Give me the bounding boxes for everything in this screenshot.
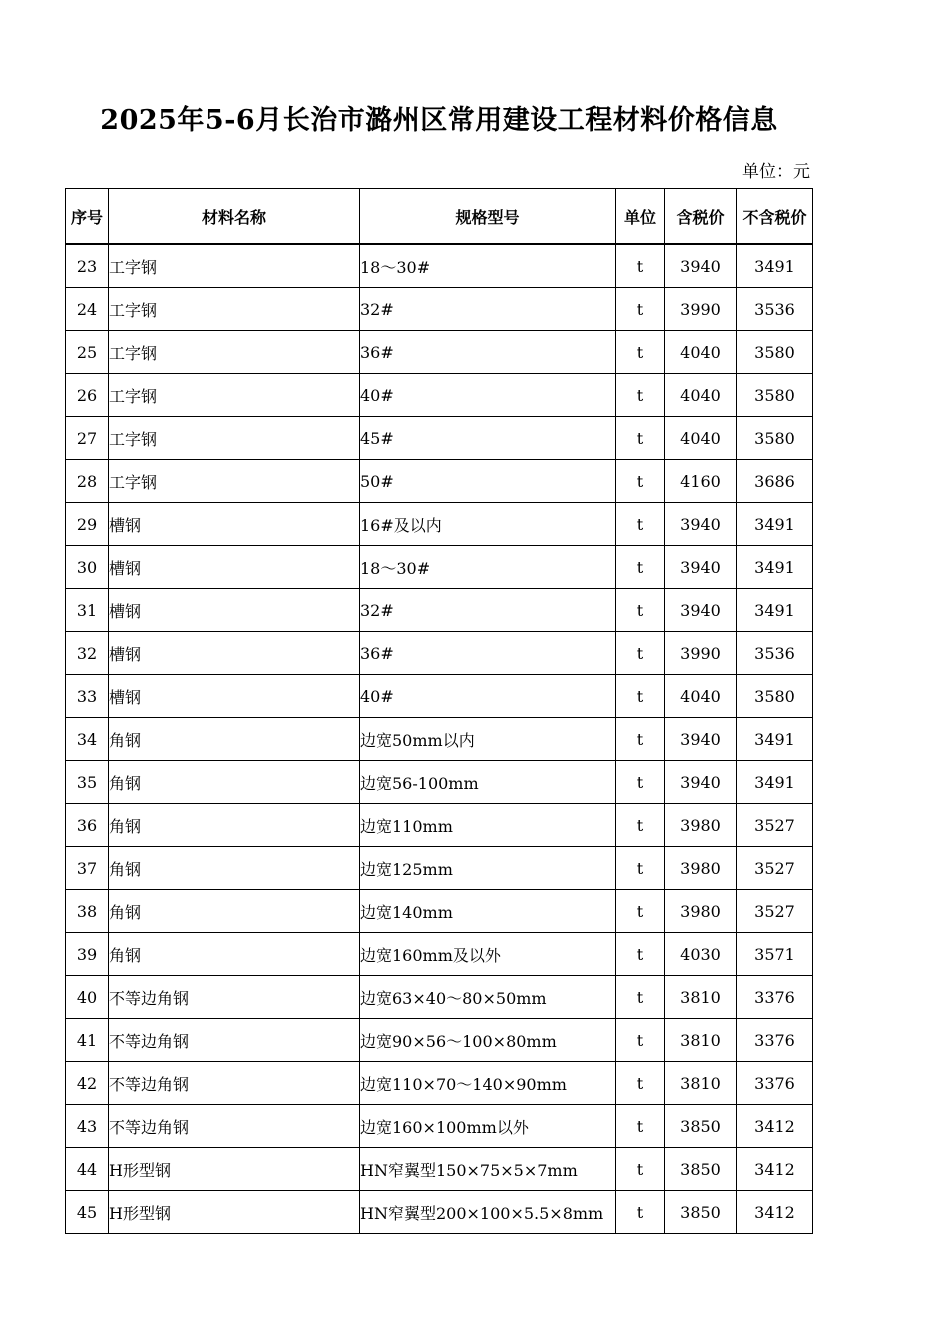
cell-seq: 44	[66, 1148, 109, 1191]
cell-unit: t	[616, 503, 665, 546]
header-price-tax: 含税价	[665, 189, 737, 245]
table-header-row	[66, 189, 813, 245]
cell-price-tax: 3940	[665, 761, 737, 804]
cell-spec: 50#	[360, 460, 616, 503]
cell-seq: 26	[66, 374, 109, 417]
cell-material-name: 工字钢	[109, 244, 360, 288]
cell-price-tax: 3810	[665, 976, 737, 1019]
cell-material-name: 槽钢	[109, 632, 360, 675]
cell-price-notax: 3527	[737, 890, 813, 933]
cell-seq: 27	[66, 417, 109, 460]
cell-seq: 30	[66, 546, 109, 589]
cell-price-notax: 3412	[737, 1105, 813, 1148]
cell-material-name: 角钢	[109, 847, 360, 890]
cell-price-notax: 3571	[737, 933, 813, 976]
cell-seq: 38	[66, 890, 109, 933]
cell-seq: 23	[66, 244, 109, 288]
table-row	[66, 244, 813, 288]
cell-spec: 36#	[360, 632, 616, 675]
cell-spec: HN窄翼型200×100×5.5×8mm	[360, 1191, 616, 1234]
cell-seq: 42	[66, 1062, 109, 1105]
cell-seq: 39	[66, 933, 109, 976]
cell-price-notax: 3580	[737, 675, 813, 718]
cell-unit: t	[616, 761, 665, 804]
cell-material-name: H形型钢	[109, 1148, 360, 1191]
cell-price-notax: 3491	[737, 589, 813, 632]
table-row	[66, 417, 813, 460]
table-row	[66, 632, 813, 675]
cell-seq: 41	[66, 1019, 109, 1062]
cell-price-notax: 3491	[737, 244, 813, 288]
table-row	[66, 1105, 813, 1148]
table-row	[66, 589, 813, 632]
cell-spec: 18～30#	[360, 546, 616, 589]
header-spec: 规格型号	[360, 189, 616, 245]
cell-price-tax: 3940	[665, 718, 737, 761]
cell-seq: 43	[66, 1105, 109, 1148]
cell-price-notax: 3527	[737, 847, 813, 890]
cell-seq: 29	[66, 503, 109, 546]
cell-price-tax: 4040	[665, 675, 737, 718]
cell-price-tax: 3940	[665, 546, 737, 589]
cell-spec: 边宽56-100mm	[360, 761, 616, 804]
cell-price-notax: 3376	[737, 976, 813, 1019]
cell-price-notax: 3412	[737, 1148, 813, 1191]
cell-spec: 32#	[360, 589, 616, 632]
cell-price-tax: 4030	[665, 933, 737, 976]
cell-material-name: 角钢	[109, 804, 360, 847]
cell-unit: t	[616, 460, 665, 503]
cell-price-tax: 4040	[665, 417, 737, 460]
cell-unit: t	[616, 244, 665, 288]
cell-unit: t	[616, 1191, 665, 1234]
cell-price-tax: 3810	[665, 1062, 737, 1105]
table-row	[66, 804, 813, 847]
table-row	[66, 1062, 813, 1105]
cell-spec: HN窄翼型150×75×5×7mm	[360, 1148, 616, 1191]
price-table	[65, 188, 813, 1234]
cell-unit: t	[616, 1105, 665, 1148]
cell-spec: 边宽140mm	[360, 890, 616, 933]
cell-unit: t	[616, 890, 665, 933]
cell-spec: 边宽63×40～80×50mm	[360, 976, 616, 1019]
cell-unit: t	[616, 804, 665, 847]
cell-price-tax: 3850	[665, 1105, 737, 1148]
cell-price-notax: 3412	[737, 1191, 813, 1234]
cell-material-name: 角钢	[109, 761, 360, 804]
cell-spec: 边宽90×56～100×80mm	[360, 1019, 616, 1062]
cell-seq: 31	[66, 589, 109, 632]
cell-material-name: 不等边角钢	[109, 1019, 360, 1062]
table-row	[66, 933, 813, 976]
cell-unit: t	[616, 933, 665, 976]
cell-price-tax: 4160	[665, 460, 737, 503]
cell-material-name: 角钢	[109, 718, 360, 761]
cell-material-name: 工字钢	[109, 331, 360, 374]
cell-seq: 28	[66, 460, 109, 503]
cell-unit: t	[616, 675, 665, 718]
cell-material-name: 槽钢	[109, 546, 360, 589]
cell-seq: 37	[66, 847, 109, 890]
cell-price-notax: 3491	[737, 718, 813, 761]
cell-price-tax: 3980	[665, 847, 737, 890]
table-row	[66, 675, 813, 718]
cell-price-tax: 3980	[665, 804, 737, 847]
cell-unit: t	[616, 632, 665, 675]
cell-material-name: 不等边角钢	[109, 1105, 360, 1148]
cell-price-notax: 3536	[737, 288, 813, 331]
cell-spec: 16#及以内	[360, 503, 616, 546]
cell-seq: 35	[66, 761, 109, 804]
cell-seq: 36	[66, 804, 109, 847]
table-row	[66, 847, 813, 890]
cell-spec: 边宽50mm以内	[360, 718, 616, 761]
cell-price-tax: 3940	[665, 503, 737, 546]
cell-spec: 边宽160mm及以外	[360, 933, 616, 976]
header-unit: 单位	[616, 189, 665, 245]
cell-spec: 边宽110×70～140×90mm	[360, 1062, 616, 1105]
unit-note: 单位：元	[742, 162, 810, 182]
cell-price-tax: 3990	[665, 288, 737, 331]
cell-price-tax: 3940	[665, 244, 737, 288]
cell-unit: t	[616, 374, 665, 417]
cell-spec: 36#	[360, 331, 616, 374]
cell-price-tax: 3940	[665, 589, 737, 632]
cell-material-name: H形型钢	[109, 1191, 360, 1234]
cell-price-notax: 3491	[737, 761, 813, 804]
cell-material-name: 槽钢	[109, 675, 360, 718]
header-seq: 序号	[66, 189, 109, 245]
cell-price-tax: 3980	[665, 890, 737, 933]
cell-price-tax: 3850	[665, 1191, 737, 1234]
cell-unit: t	[616, 718, 665, 761]
cell-material-name: 不等边角钢	[109, 976, 360, 1019]
cell-unit: t	[616, 546, 665, 589]
table-row	[66, 1019, 813, 1062]
cell-spec: 40#	[360, 374, 616, 417]
cell-material-name: 工字钢	[109, 460, 360, 503]
cell-seq: 40	[66, 976, 109, 1019]
table-row	[66, 331, 813, 374]
cell-unit: t	[616, 976, 665, 1019]
cell-price-notax: 3491	[737, 546, 813, 589]
cell-price-notax: 3376	[737, 1062, 813, 1105]
cell-seq: 34	[66, 718, 109, 761]
cell-unit: t	[616, 589, 665, 632]
header-name: 材料名称	[109, 189, 360, 245]
cell-unit: t	[616, 331, 665, 374]
table-row	[66, 374, 813, 417]
cell-price-notax: 3536	[737, 632, 813, 675]
cell-spec: 40#	[360, 675, 616, 718]
cell-price-notax: 3376	[737, 1019, 813, 1062]
cell-price-notax: 3686	[737, 460, 813, 503]
table-row	[66, 761, 813, 804]
cell-unit: t	[616, 1148, 665, 1191]
cell-unit: t	[616, 417, 665, 460]
header-price-notax: 不含税价	[737, 189, 813, 245]
cell-seq: 24	[66, 288, 109, 331]
cell-material-name: 槽钢	[109, 503, 360, 546]
cell-price-tax: 3810	[665, 1019, 737, 1062]
cell-spec: 32#	[360, 288, 616, 331]
cell-unit: t	[616, 847, 665, 890]
table-row	[66, 288, 813, 331]
cell-spec: 边宽110mm	[360, 804, 616, 847]
cell-material-name: 不等边角钢	[109, 1062, 360, 1105]
table-body	[66, 244, 813, 1234]
cell-spec: 18～30#	[360, 244, 616, 288]
cell-spec: 边宽160×100mm以外	[360, 1105, 616, 1148]
table-row	[66, 890, 813, 933]
cell-price-tax: 3990	[665, 632, 737, 675]
cell-material-name: 槽钢	[109, 589, 360, 632]
table-row	[66, 546, 813, 589]
table-row	[66, 460, 813, 503]
cell-price-notax: 3580	[737, 374, 813, 417]
cell-seq: 32	[66, 632, 109, 675]
table-row	[66, 718, 813, 761]
cell-material-name: 工字钢	[109, 417, 360, 460]
cell-material-name: 角钢	[109, 933, 360, 976]
cell-material-name: 工字钢	[109, 288, 360, 331]
page-title: 2025年5-6月长治市潞州区常用建设工程材料价格信息	[100, 105, 778, 136]
cell-material-name: 角钢	[109, 890, 360, 933]
cell-price-notax: 3491	[737, 503, 813, 546]
table-row	[66, 976, 813, 1019]
cell-price-tax: 3850	[665, 1148, 737, 1191]
cell-material-name: 工字钢	[109, 374, 360, 417]
cell-unit: t	[616, 288, 665, 331]
cell-price-notax: 3527	[737, 804, 813, 847]
cell-price-tax: 4040	[665, 331, 737, 374]
cell-seq: 33	[66, 675, 109, 718]
table-row	[66, 1191, 813, 1234]
cell-seq: 25	[66, 331, 109, 374]
cell-unit: t	[616, 1019, 665, 1062]
cell-spec: 边宽125mm	[360, 847, 616, 890]
cell-price-tax: 4040	[665, 374, 737, 417]
table-row	[66, 503, 813, 546]
cell-price-notax: 3580	[737, 417, 813, 460]
cell-seq: 45	[66, 1191, 109, 1234]
cell-spec: 45#	[360, 417, 616, 460]
table-row	[66, 1148, 813, 1191]
cell-price-notax: 3580	[737, 331, 813, 374]
cell-unit: t	[616, 1062, 665, 1105]
